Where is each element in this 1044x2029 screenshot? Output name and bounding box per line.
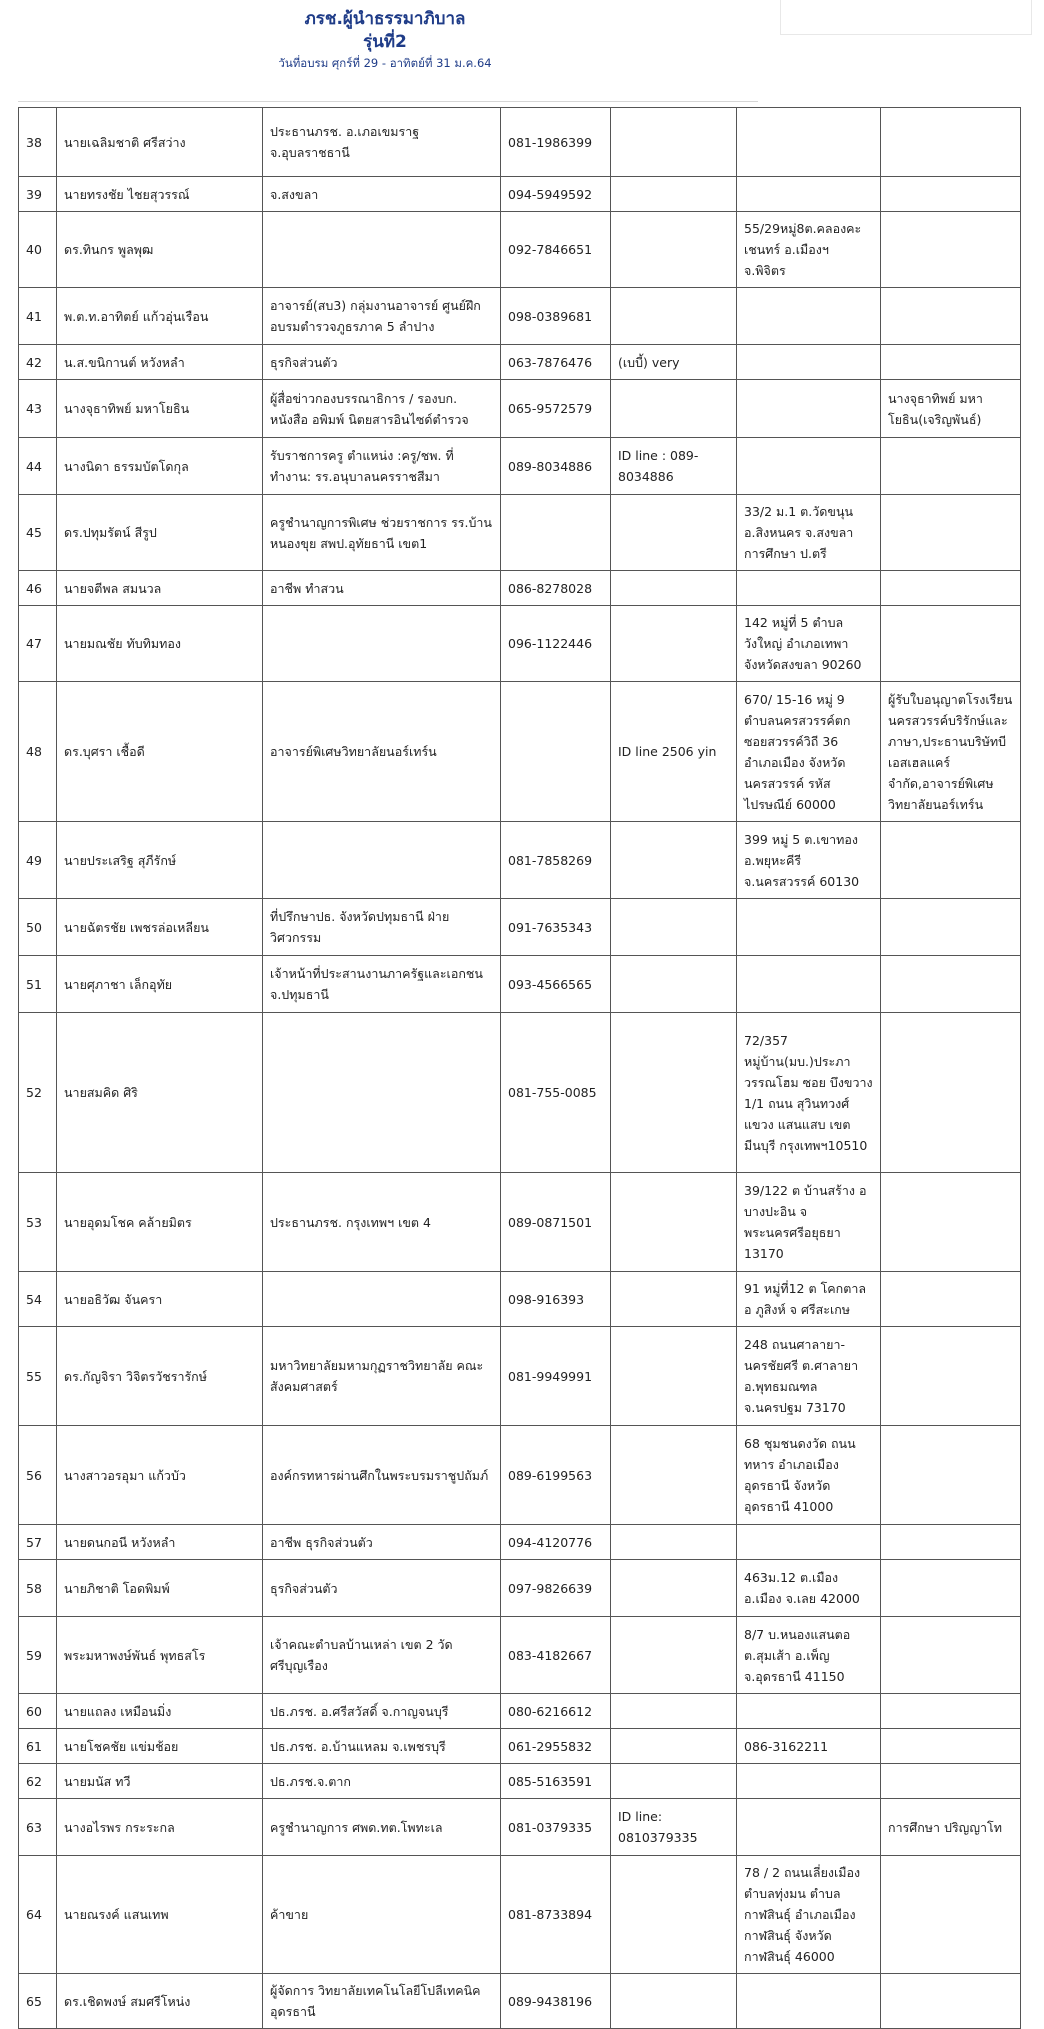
participant-note — [881, 899, 1021, 956]
page-title-generation: รุ่นที่2 — [363, 32, 407, 52]
participant-address: 39/122 ต บ้านสร้าง อ บางปะอิน จ พระนครศรีอยุธยา 13170 — [737, 1173, 881, 1272]
participant-table — [18, 107, 1021, 2029]
participant-note — [881, 288, 1021, 345]
participant-line-id — [611, 495, 737, 571]
participant-note — [881, 1426, 1021, 1525]
participant-name: นายศุภาชา เล็กอุทัย — [57, 956, 263, 1013]
participant-address — [737, 380, 881, 438]
participant-name: นายเฉลิมชาติ ศรีสว่าง — [57, 108, 263, 177]
training-date: วันที่อบรม ศุกร์ที่ 29 - อาทิตย์ที่ 31 ม.ค.64 — [278, 56, 492, 70]
participant-name: พ.ต.ท.อาทิตย์ แก้วอุ่นเรือน — [57, 288, 263, 345]
header-divider — [18, 101, 758, 102]
participant-line-id — [611, 1729, 737, 1764]
participant-line-id — [611, 571, 737, 606]
participant-note — [881, 1856, 1021, 1974]
row-number: 47 — [19, 606, 57, 682]
participant-address — [737, 1764, 881, 1799]
table-row — [19, 1764, 1021, 1799]
participant-line-id — [611, 1525, 737, 1560]
row-number: 38 — [19, 108, 57, 177]
row-number: 49 — [19, 822, 57, 899]
row-number: 52 — [19, 1013, 57, 1173]
participant-position: ที่ปรึกษาปธ. จังหวัดปทุมธานี ฝ่ายวิศวกรรม — [263, 899, 501, 956]
participant-address: 33/2 ม.1 ต.วัดขนุน อ.สิงหนคร จ.สงขลา การศึกษา ป.ตรี — [737, 495, 881, 571]
participant-name: ดร.ปทุมรัตน์ สีรูป — [57, 495, 263, 571]
participant-phone: 094-5949592 — [501, 177, 611, 212]
table-row — [19, 822, 1021, 899]
participant-position: รับราชการครู ตำแหน่ง :ครู/ชพ. ที่ทำงาน: รร.อนุบาลนครราชสีมา — [263, 438, 501, 495]
participant-line-id — [611, 1272, 737, 1327]
participant-table-body — [19, 108, 1021, 2029]
row-number: 54 — [19, 1272, 57, 1327]
participant-phone: 081-1986399 — [501, 108, 611, 177]
table-row — [19, 571, 1021, 606]
participant-note — [881, 1617, 1021, 1694]
participant-note: ผู้รับใบอนุญาตโรงเรียนนครสวรรค์บริรักษ์และภาษา,ประธานบริษัทบีเอสเฮลแคร์ จำกัด,อาจารย์พิเศษวิทยาลัยนอร์เทร์น — [881, 682, 1021, 822]
participant-line-id — [611, 1327, 737, 1426]
participant-line-id — [611, 822, 737, 899]
participant-note — [881, 1974, 1021, 2029]
participant-phone — [501, 682, 611, 822]
participant-note: การศึกษา ปริญญาโท — [881, 1799, 1021, 1856]
participant-name: นายแถลง เหมือนมิ่ง — [57, 1694, 263, 1729]
row-number: 39 — [19, 177, 57, 212]
participant-line-id — [611, 177, 737, 212]
row-number: 44 — [19, 438, 57, 495]
table-row — [19, 345, 1021, 380]
participant-address — [737, 1799, 881, 1856]
participant-name: นายจตีพล สมนวล — [57, 571, 263, 606]
participant-line-id — [611, 1856, 737, 1974]
table-row — [19, 212, 1021, 288]
participant-line-id: ID line: 0810379335 — [611, 1799, 737, 1856]
participant-phone: 094-4120776 — [501, 1525, 611, 1560]
participant-position: เจ้าคณะตำบลบ้านเหล่า เขต 2 วัดศรีบุญเรือง — [263, 1617, 501, 1694]
participant-note — [881, 1525, 1021, 1560]
row-number: 48 — [19, 682, 57, 822]
participant-phone: 065-9572579 — [501, 380, 611, 438]
participant-position: อาจารย์(สบ3) กลุ่มงานอาจารย์ ศูนย์ฝึกอบรมตำรวจภูธรภาค 5 ลำปาง — [263, 288, 501, 345]
participant-position: ปธ.ภรช. อ.ศรีสวัสดิ์ จ.กาญจนบุรี — [263, 1694, 501, 1729]
participant-address: 399 หมู่ 5 ต.เขาทอง อ.พยุหะคีรี จ.นครสวรรค์ 60130 — [737, 822, 881, 899]
participant-address — [737, 1694, 881, 1729]
participant-note — [881, 1729, 1021, 1764]
participant-name: นางจุธาทิพย์ มหาโยธิน — [57, 380, 263, 438]
participant-address: 463ม.12 ต.เมือง อ.เมือง จ.เลย 42000 — [737, 1560, 881, 1617]
table-row — [19, 1856, 1021, 1974]
participant-line-id — [611, 1173, 737, 1272]
participant-note — [881, 495, 1021, 571]
participant-phone: 098-0389681 — [501, 288, 611, 345]
participant-line-id: ID line : 089-8034886 — [611, 438, 737, 495]
participant-note — [881, 822, 1021, 899]
participant-note — [881, 1327, 1021, 1426]
participant-name: ดร.ทินกร พูลพุฒ — [57, 212, 263, 288]
participant-note — [881, 1694, 1021, 1729]
participant-address — [737, 177, 881, 212]
participant-position — [263, 1013, 501, 1173]
participant-phone: 089-9438196 — [501, 1974, 611, 2029]
participant-line-id — [611, 1560, 737, 1617]
participant-name: น.ส.ขนิกานต์ หวังหลำ — [57, 345, 263, 380]
participant-line-id — [611, 212, 737, 288]
participant-phone: 081-9949991 — [501, 1327, 611, 1426]
participant-phone: 086-8278028 — [501, 571, 611, 606]
participant-note — [881, 1764, 1021, 1799]
participant-name: พระมหาพงษ์พันธ์ พุทธสโร — [57, 1617, 263, 1694]
participant-note — [881, 438, 1021, 495]
row-number: 40 — [19, 212, 57, 288]
table-row — [19, 1729, 1021, 1764]
participant-address: 670/ 15-16 หมู่ 9 ตำบลนครสวรรค์ตก ซอยสวรรค์วิถี 36 อำเภอเมือง จังหวัดนครสวรรค์ รหัสไปรษณีย์ 60000 — [737, 682, 881, 822]
participant-phone: 081-0379335 — [501, 1799, 611, 1856]
participant-address: 248 ถนนศาลายา-นครชัยศรี ต.ศาลายา อ.พุทธมณฑล จ.นครปฐม 73170 — [737, 1327, 881, 1426]
table-row — [19, 380, 1021, 438]
table-row — [19, 1272, 1021, 1327]
participant-note — [881, 345, 1021, 380]
row-number: 55 — [19, 1327, 57, 1426]
participant-position: ค้าขาย — [263, 1856, 501, 1974]
participant-address — [737, 108, 881, 177]
participant-address: 086-3162211 — [737, 1729, 881, 1764]
participant-position: ประธานภรช. กรุงเทพฯ เขต 4 — [263, 1173, 501, 1272]
participant-note — [881, 571, 1021, 606]
participant-position: องค์กรทหารผ่านศึกในพระบรมราชูปถัมภ์ — [263, 1426, 501, 1525]
participant-phone: 097-9826639 — [501, 1560, 611, 1617]
participant-address: 91 หมู่ที่12 ต โคกตาล อ ภูสิงห์ จ ศรีสะเกษ — [737, 1272, 881, 1327]
participant-address — [737, 1525, 881, 1560]
row-number: 41 — [19, 288, 57, 345]
participant-phone: 096-1122446 — [501, 606, 611, 682]
row-number: 53 — [19, 1173, 57, 1272]
row-number: 58 — [19, 1560, 57, 1617]
participant-line-id — [611, 899, 737, 956]
participant-note — [881, 177, 1021, 212]
participant-position — [263, 606, 501, 682]
table-row — [19, 1560, 1021, 1617]
row-number: 56 — [19, 1426, 57, 1525]
participant-phone: 098-916393 — [501, 1272, 611, 1327]
participant-phone: 061-2955832 — [501, 1729, 611, 1764]
participant-position: ประธานภรช. อ.เภอเขมราฐ จ.อุบลราชธานี — [263, 108, 501, 177]
table-row — [19, 1173, 1021, 1272]
participant-line-id — [611, 1013, 737, 1173]
corner-box — [780, 0, 1032, 35]
participant-position: ธุรกิจส่วนตัว — [263, 345, 501, 380]
participant-phone: 080-6216612 — [501, 1694, 611, 1729]
participant-position — [263, 1272, 501, 1327]
participant-line-id: ID line 2506 yin — [611, 682, 737, 822]
page-header — [0, 8, 770, 72]
row-number: 51 — [19, 956, 57, 1013]
participant-position: อาจารย์พิเศษวิทยาลัยนอร์เทร์น — [263, 682, 501, 822]
participant-phone — [501, 495, 611, 571]
participant-name: นายมณชัย ทับทิมทอง — [57, 606, 263, 682]
participant-note — [881, 1013, 1021, 1173]
participant-name: นายโชคชัย แข่มช้อย — [57, 1729, 263, 1764]
table-row — [19, 1525, 1021, 1560]
participant-name: นางอไรพร กระระกล — [57, 1799, 263, 1856]
participant-note — [881, 606, 1021, 682]
participant-note — [881, 1560, 1021, 1617]
participant-address — [737, 956, 881, 1013]
participant-note — [881, 1272, 1021, 1327]
participant-address: 8/7 บ.หนองแสนตอ ต.สุมเส้า อ.เพ็ญ จ.อุดรธานี 41150 — [737, 1617, 881, 1694]
participant-name: นายดนกอนี หวังหลำ — [57, 1525, 263, 1560]
table-row — [19, 177, 1021, 212]
participant-name: นายณรงค์ แสนเทพ — [57, 1856, 263, 1974]
participant-note — [881, 956, 1021, 1013]
table-row — [19, 495, 1021, 571]
participant-position: ปธ.ภรช.จ.ตาก — [263, 1764, 501, 1799]
participant-address: 68 ชุมชนดงวัด ถนนทหาร อำเภอเมือง อุดรธานี จังหวัด อุดรธานี 41000 — [737, 1426, 881, 1525]
participant-position: ผู้สื่อข่าวกองบรรณาธิการ / รองบก. หนังสือ อพิมพ์ นิตยสารอินไซด์ตำรวจ — [263, 380, 501, 438]
participant-position — [263, 212, 501, 288]
participant-position: ผู้จัดการ วิทยาลัยเทคโนโลยีโปลีเทคนิคอุดรธานี — [263, 1974, 501, 2029]
table-row — [19, 606, 1021, 682]
row-number: 61 — [19, 1729, 57, 1764]
participant-name: นางนิดา ธรรมบัตโดกุล — [57, 438, 263, 495]
participant-phone: 089-0871501 — [501, 1173, 611, 1272]
participant-line-id — [611, 1764, 737, 1799]
participant-name: ดร.กัญจิรา วิจิตรวัชรารักษ์ — [57, 1327, 263, 1426]
participant-phone: 063-7876476 — [501, 345, 611, 380]
participant-position: ครูชำนาญการ ศพด.ทต.โพทะเล — [263, 1799, 501, 1856]
participant-position: เจ้าหน้าที่ประสานงานภาครัฐและเอกชน จ.ปทุมธานี — [263, 956, 501, 1013]
table-row — [19, 1426, 1021, 1525]
participant-line-id — [611, 1426, 737, 1525]
participant-address: 78 / 2 ถนนเลี่ยงเมือง ตำบลทุ่งมน ตำบล กาฬสินธุ์ อำเภอเมือง กาฬสินธุ์ จังหวัด กาฬสินธุ์ 46000 — [737, 1856, 881, 1974]
participant-address — [737, 288, 881, 345]
participant-name: นายอุดมโชค คล้ายมิตร — [57, 1173, 263, 1272]
participant-address — [737, 571, 881, 606]
table-row — [19, 956, 1021, 1013]
participant-note — [881, 108, 1021, 177]
participant-line-id — [611, 108, 737, 177]
participant-name: นายฉัตรชัย เพชรล่อเหลียน — [57, 899, 263, 956]
participant-note — [881, 1173, 1021, 1272]
participant-position: มหาวิทยาลัยมหามกุฏราชวิทยาลัย คณะสังคมศาสตร์ — [263, 1327, 501, 1426]
row-number: 64 — [19, 1856, 57, 1974]
page-title: ภรช.ผู้นำธรรมาภิบาล — [304, 9, 466, 29]
participant-note: นางจุธาทิพย์ มหาโยธิน(เจริญพันธ์) — [881, 380, 1021, 438]
participant-position — [263, 822, 501, 899]
participant-line-id — [611, 288, 737, 345]
participant-address: 142 หมู่ที่ 5 ตำบลวังใหญ่ อำเภอเทพา จังหวัดสงขลา 90260 — [737, 606, 881, 682]
participant-position: อาชีพ ทำสวน — [263, 571, 501, 606]
participant-line-id — [611, 606, 737, 682]
participant-position: ปธ.ภรช. อ.บ้านแหลม จ.เพชรบุรี — [263, 1729, 501, 1764]
participant-line-id: (เบบี้) very — [611, 345, 737, 380]
participant-position: อาชีพ ธุรกิจส่วนตัว — [263, 1525, 501, 1560]
row-number: 57 — [19, 1525, 57, 1560]
table-row — [19, 108, 1021, 177]
participant-phone: 089-6199563 — [501, 1426, 611, 1525]
participant-address: 55/29หมู่8ต.คลองคะเชนทร์ อ.เมืองฯ จ.พิจิตร — [737, 212, 881, 288]
table-row — [19, 288, 1021, 345]
participant-name: นายภิชาติ โอดพิมพ์ — [57, 1560, 263, 1617]
table-row — [19, 1617, 1021, 1694]
table-row — [19, 899, 1021, 956]
table-row — [19, 1799, 1021, 1856]
participant-position: ครูชำนาญการพิเศษ ช่วยราชการ รร.บ้านหนองขุย สพป.อุทัยธานี เขต1 — [263, 495, 501, 571]
participant-line-id — [611, 380, 737, 438]
participant-line-id — [611, 1694, 737, 1729]
participant-phone: 081-755-0085 — [501, 1013, 611, 1173]
row-number: 50 — [19, 899, 57, 956]
participant-address — [737, 1974, 881, 2029]
table-row — [19, 438, 1021, 495]
table-row — [19, 1694, 1021, 1729]
table-row — [19, 1327, 1021, 1426]
participant-line-id — [611, 956, 737, 1013]
table-row — [19, 1974, 1021, 2029]
participant-name: นางสาวอรอุมา แก้วบัว — [57, 1426, 263, 1525]
participant-line-id — [611, 1974, 737, 2029]
participant-position: ธุรกิจส่วนตัว — [263, 1560, 501, 1617]
participant-name: นายทรงชัย ไชยสุวรรณ์ — [57, 177, 263, 212]
participant-phone: 085-5163591 — [501, 1764, 611, 1799]
row-number: 59 — [19, 1617, 57, 1694]
row-number: 46 — [19, 571, 57, 606]
row-number: 43 — [19, 380, 57, 438]
participant-address — [737, 899, 881, 956]
table-row — [19, 1013, 1021, 1173]
participant-phone: 083-4182667 — [501, 1617, 611, 1694]
row-number: 65 — [19, 1974, 57, 2029]
participant-phone: 091-7635343 — [501, 899, 611, 956]
table-row — [19, 682, 1021, 822]
row-number: 63 — [19, 1799, 57, 1856]
row-number: 45 — [19, 495, 57, 571]
participant-name: นายสมคิด ศิริ — [57, 1013, 263, 1173]
participant-address — [737, 345, 881, 380]
participant-phone: 081-8733894 — [501, 1856, 611, 1974]
participant-address — [737, 438, 881, 495]
row-number: 62 — [19, 1764, 57, 1799]
participant-phone: 093-4566565 — [501, 956, 611, 1013]
row-number: 42 — [19, 345, 57, 380]
participant-name: นายอธิวัฒ จันครา — [57, 1272, 263, 1327]
participant-phone: 092-7846651 — [501, 212, 611, 288]
participant-address: 72/357 หมู่บ้าน(มบ.)ประภาวรรณโฮม ซอย บึงขวาง 1/1 ถนน สุวินทวงศ์ แขวง แสนแสบ เขต มีนบุรี กรุงเทพฯ10510 — [737, 1013, 881, 1173]
participant-name: นายประเสริฐ สุภีรักษ์ — [57, 822, 263, 899]
participant-phone: 081-7858269 — [501, 822, 611, 899]
participant-name: ดร.บุศรา เชื้อดี — [57, 682, 263, 822]
participant-line-id — [611, 1617, 737, 1694]
participant-phone: 089-8034886 — [501, 438, 611, 495]
participant-position: จ.สงขลา — [263, 177, 501, 212]
participant-name: ดร.เชิดพงษ์ สมศรีโหน่ง — [57, 1974, 263, 2029]
row-number: 60 — [19, 1694, 57, 1729]
participant-note — [881, 212, 1021, 288]
participant-name: นายมนัส ทวี — [57, 1764, 263, 1799]
